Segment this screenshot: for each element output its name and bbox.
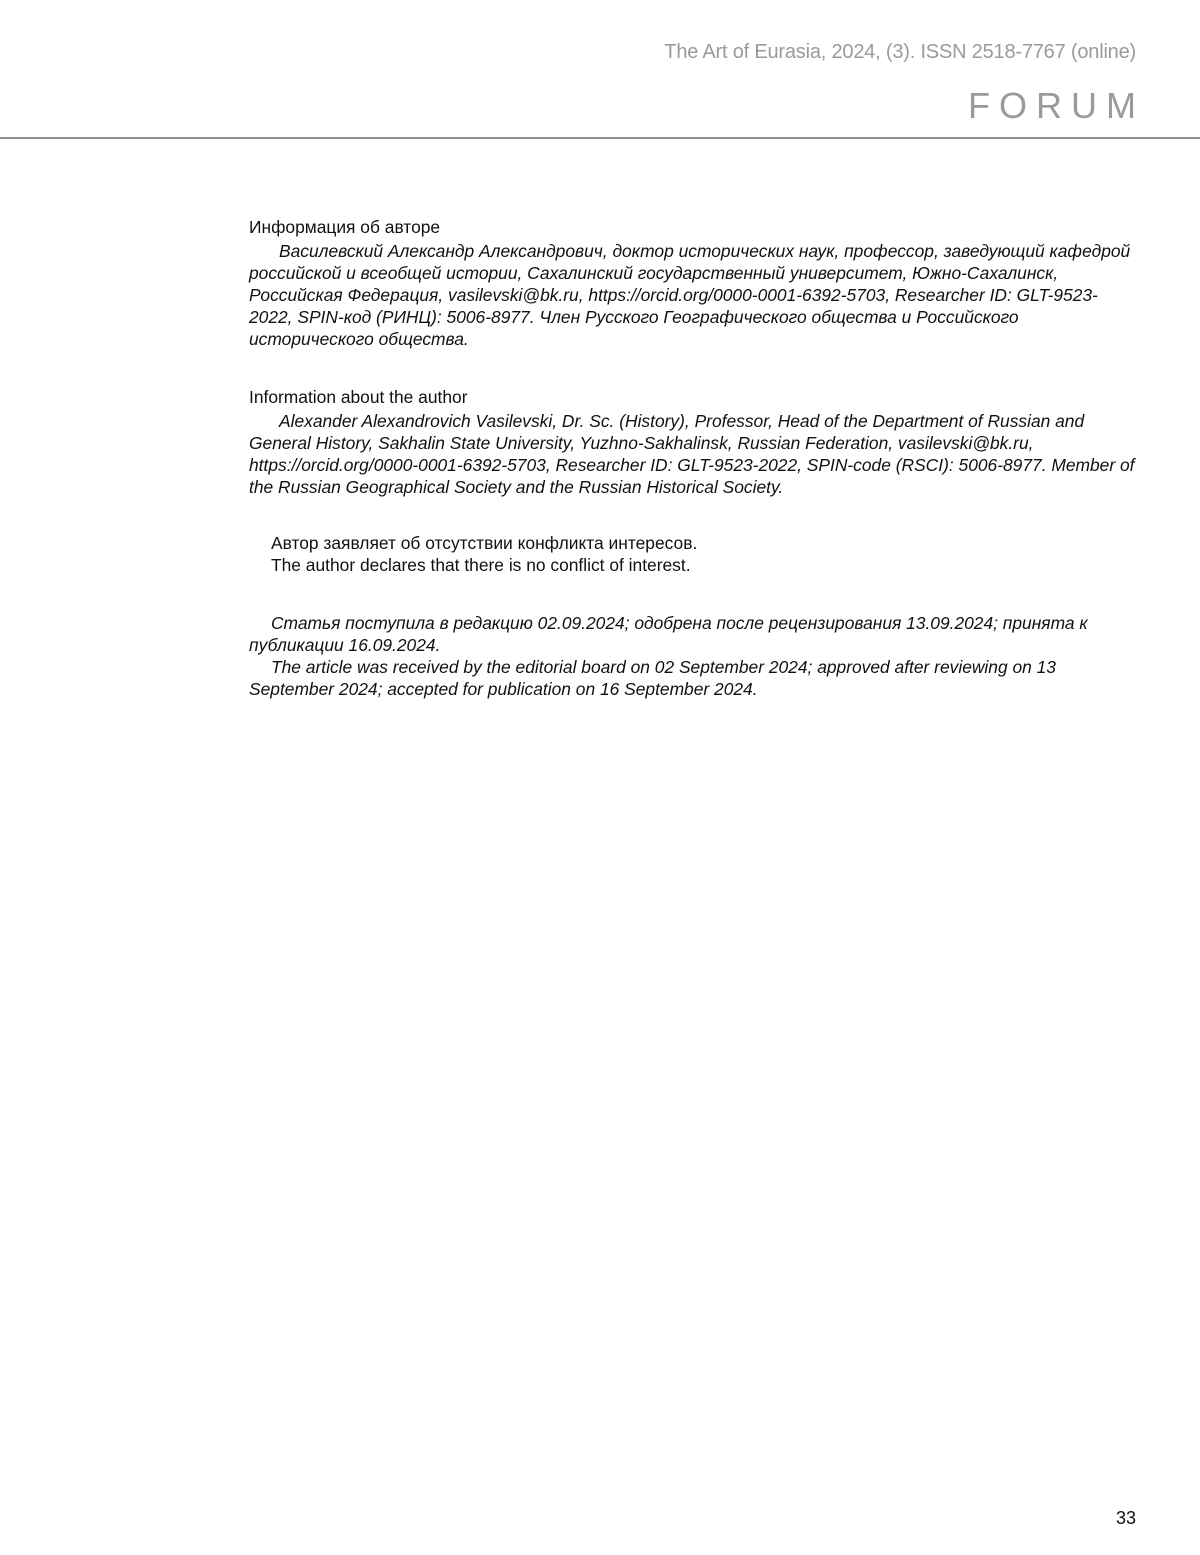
author-info-en xyxy=(249,384,1139,498)
article-dates-ru: Статья поступила в редакцию 02.09.2024; одобрена после рецензирования 13.09.2024; принята к публикации 16.09.2024. xyxy=(249,613,1088,655)
conflict-statement-ru: Автор заявляет об отсутствии конфликта интересов. xyxy=(271,533,698,553)
author-info-ru xyxy=(249,214,1139,350)
author-info-en-heading: Information about the author xyxy=(249,387,468,407)
conflict-statement-en: The author declares that there is no conflict of interest. xyxy=(271,555,691,575)
section-title: FORUM xyxy=(968,85,1145,126)
header-divider xyxy=(0,137,1200,139)
running-head xyxy=(664,38,1145,128)
author-info-en-text: Alexander Alexandrovich Vasilevski, Dr. Sc. (History), Professor, Head of the Department of Russian and General History, Sakhalin State University, Yuzhno-Sakhalinsk, Russian Federation, vasilevski@bk.ru, https://orcid.org/0000-0001-6392-5703, Researcher ID: GLT-9523-2022, SPIN-code (RSCI): 5006-8977. Member of the Russian Geographical Society and the Russian Historical Society. xyxy=(249,411,1135,497)
article-dates xyxy=(249,612,1139,700)
article-back-matter xyxy=(249,214,1139,700)
article-dates-en: The article was received by the editorial board on 02 September 2024; approved after reviewing on 13 September 2024; accepted for publication on 16 September 2024. xyxy=(249,657,1056,699)
page-number: 33 xyxy=(1115,1508,1136,1528)
author-info-ru-text: Василевский Александр Александрович, доктор исторических наук, профессор, заведующий кафедрой российской и всеобщей истории, Сахалинский государственный университет, Южно-Сахалинск, Российская Федерация, vasilevski@bk.ru, https://orcid.org/0000-0001-6392-5703, Researcher ID: GLT-9523-2022, SPIN-код (РИНЦ): 5006-8977. Член Русского Географического общества и Российского исторического общества. xyxy=(249,241,1131,349)
journal-citation: The Art of Eurasia, 2024, (3). ISSN 2518-7767 (online) xyxy=(664,41,1136,63)
conflict-statement xyxy=(249,532,1139,576)
author-info-ru-heading: Информация об авторе xyxy=(249,217,441,237)
